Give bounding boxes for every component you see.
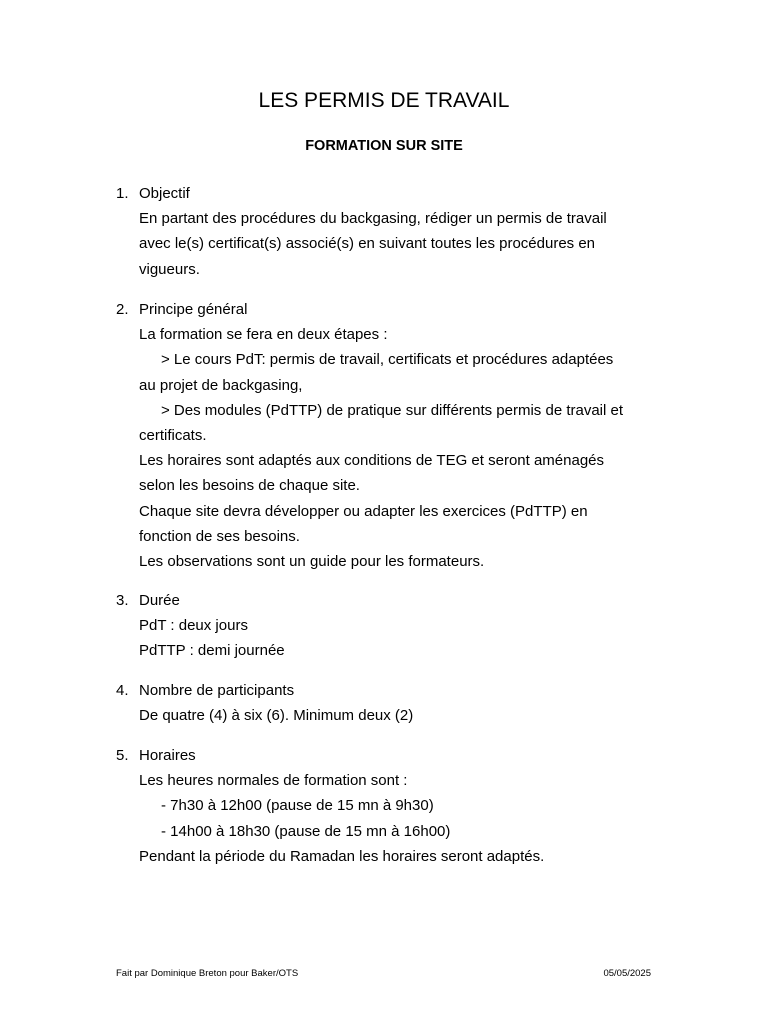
- section-heading: Horaires: [139, 747, 196, 764]
- paragraph-line: fonction de ses besoins.: [139, 527, 300, 545]
- section-number: 2.: [116, 301, 129, 318]
- section-heading: Nombre de participants: [139, 682, 295, 699]
- bullet-line: - 14h00 à 18h30 (pause de 15 mn à 16h00): [161, 822, 451, 840]
- section-heading: Objectif: [139, 185, 190, 202]
- paragraph-line: Chaque site devra développer ou adapter les exercices (PdTTP) en: [139, 502, 588, 520]
- document-subtitle: FORMATION SUR SITE: [305, 138, 463, 154]
- paragraph-line: PdTTP : demi journée: [139, 642, 285, 660]
- section-horaires: [116, 743, 676, 869]
- paragraph-line: PdT : deux jours: [139, 617, 248, 635]
- paragraph-line: selon les besoins de chaque site.: [139, 477, 360, 495]
- paragraph-line: Pendant la période du Ramadan les horaires seront adaptés.: [139, 847, 545, 865]
- bullet-line: > Des modules (PdTTP) de pratique sur différents permis de travail et: [161, 401, 624, 419]
- footer-date: 05/05/2025: [603, 968, 651, 979]
- section-heading: Durée: [139, 592, 180, 609]
- footer-author: Fait par Dominique Breton pour Baker/OTS: [116, 968, 299, 979]
- section-objectif: [116, 181, 676, 282]
- paragraph-line: Les observations sont un guide pour les formateurs.: [139, 553, 485, 571]
- paragraph-line: La formation se fera en deux étapes :: [139, 326, 388, 344]
- section-number: 3.: [116, 592, 129, 609]
- section-principe-general: [116, 297, 676, 574]
- paragraph-line: Les horaires sont adaptés aux conditions de TEG et seront aménagés: [139, 452, 605, 470]
- bullet-line: - 7h30 à 12h00 (pause de 15 mn à 9h30): [161, 797, 434, 815]
- paragraph-line: vigueurs.: [139, 260, 200, 278]
- paragraph-line: En partant des procédures du backgasing, rédiger un permis de travail: [139, 210, 607, 228]
- paragraph-line: certificats.: [139, 427, 207, 445]
- paragraph-line: au projet de backgasing,: [139, 376, 303, 394]
- paragraph-line: Les heures normales de formation sont :: [139, 772, 408, 790]
- section-heading: Principe général: [139, 301, 248, 318]
- bullet-line: > Le cours PdT: permis de travail, certificats et procédures adaptées: [161, 351, 614, 369]
- document-title: LES PERMIS DE TRAVAIL: [258, 89, 510, 112]
- paragraph-line: avec le(s) certificat(s) associé(s) en suivant toutes les procédures en: [139, 235, 596, 253]
- section-number: 1.: [116, 185, 129, 202]
- section-number: 5.: [116, 747, 129, 764]
- section-nombre-participants: [116, 678, 676, 728]
- section-number: 4.: [116, 682, 129, 699]
- paragraph-line: De quatre (4) à six (6). Minimum deux (2): [139, 707, 414, 725]
- section-duree: [116, 588, 676, 664]
